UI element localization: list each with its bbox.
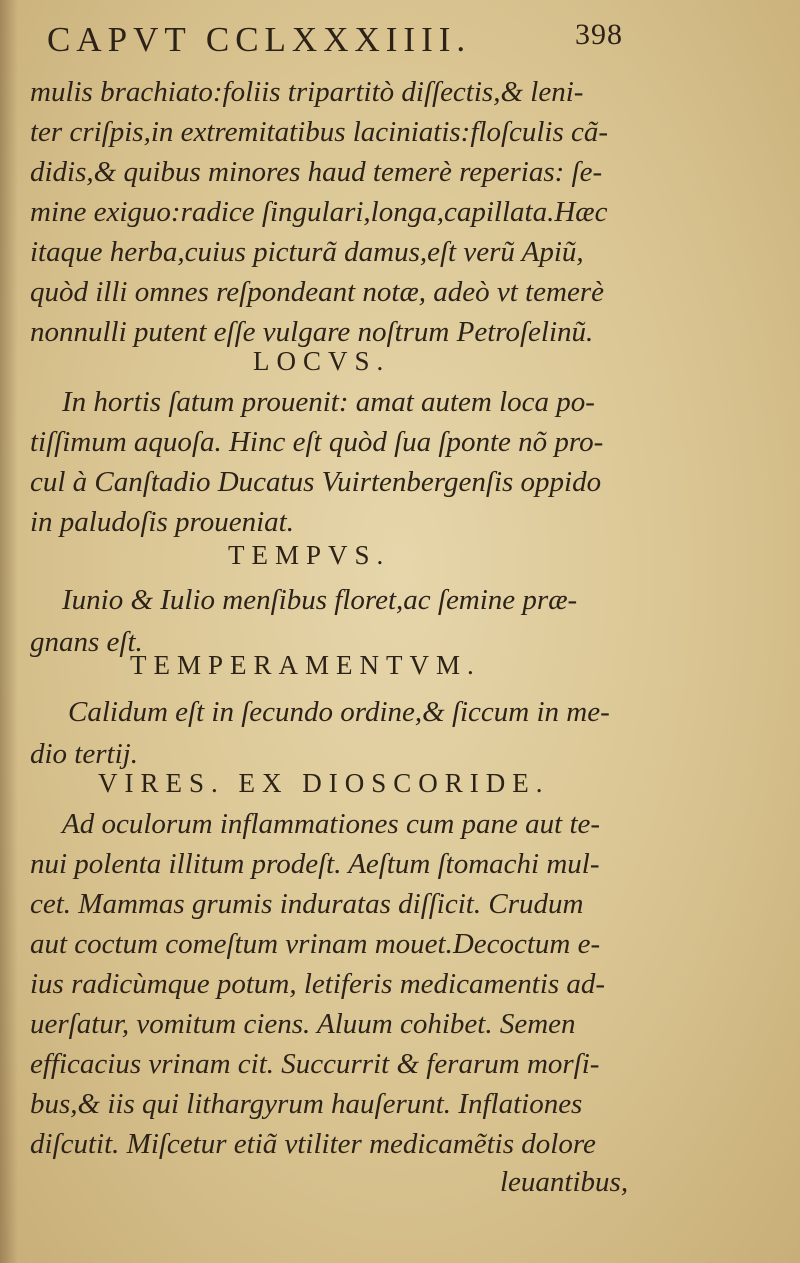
text-line: In hortis ſatum prouenit: amat autem loca po- <box>62 386 595 418</box>
text-line: ter criſpis,in extremitatibus laciniatis:floſculis cã- <box>30 116 609 148</box>
section-heading-locus: LOCVS. <box>253 346 391 376</box>
text-line: aut coctum comeſtum vrinam mouet.Decoctum e- <box>30 928 601 960</box>
page-number: 398 <box>575 18 623 51</box>
text-line: gnans eſt. <box>30 626 143 658</box>
text-line: Ad oculorum inflammationes cum pane aut te- <box>62 808 601 840</box>
section-heading-vires: VIRES. EX DIOSCORIDE. <box>98 768 550 798</box>
text-line: tiſſimum aquoſa. Hinc eſt quòd ſua ſponte nõ pro- <box>30 426 604 458</box>
text-line: ius radicùmque potum, letiferis medicamentis ad- <box>30 968 606 1000</box>
text-line: bus,& iis qui lithargyrum hauſerunt. Inflationes <box>30 1088 583 1120</box>
text-line: nui polenta illitum prodeſt. Aeſtum ſtomachi mul- <box>30 848 600 880</box>
running-head: CAPVT CCLXXXIIII. <box>47 20 472 59</box>
text-line: Iunio & Iulio menſibus floret,ac ſemine præ- <box>62 584 578 616</box>
text-line: itaque herba,cuius picturã damus,eſt verũ Apiũ, <box>30 236 584 268</box>
text-line: cet. Mammas grumis induratas diſſicit. Crudum <box>30 888 584 920</box>
text-line: didis,& quibus minores haud temerè reperias: ſe- <box>30 156 603 188</box>
text-line: in paludoſis proueniat. <box>30 506 294 538</box>
text-line: mine exiguo:radice ſingulari,longa,capillata.Hæc <box>30 196 608 228</box>
text-line: diſcutit. Miſcetur etiã vtiliter medicamẽtis dolore <box>30 1128 596 1160</box>
text-line: cul à Canſtadio Ducatus Vuirtenbergenſis oppido <box>30 466 602 498</box>
catchword-line: leuantibus, <box>500 1166 629 1198</box>
text-line: uerſatur, vomitum ciens. Aluum cohibet. Semen <box>30 1008 576 1040</box>
text-line: quòd illi omnes reſpondeant notæ, adeò vt temerè <box>30 276 604 308</box>
text-line: efficacius vrinam cit. Succurrit & ferarum morſi- <box>30 1048 600 1080</box>
page-header <box>47 18 647 68</box>
text-line: Calidum eſt in ſecundo ordine,& ſiccum in me- <box>68 696 610 728</box>
section-heading-temperamentum: TEMPERAMENTVM. <box>130 650 481 680</box>
text-line: nonnulli putent eſſe vulgare noſtrum Petroſelinũ. <box>30 316 594 348</box>
section-heading-tempus: TEMPVS. <box>228 540 391 570</box>
binding-shadow <box>0 0 18 1263</box>
text-line: dio tertij. <box>30 738 138 770</box>
text-line: mulis brachiato:foliis tripartitò diſſectis,& leni- <box>30 76 584 108</box>
